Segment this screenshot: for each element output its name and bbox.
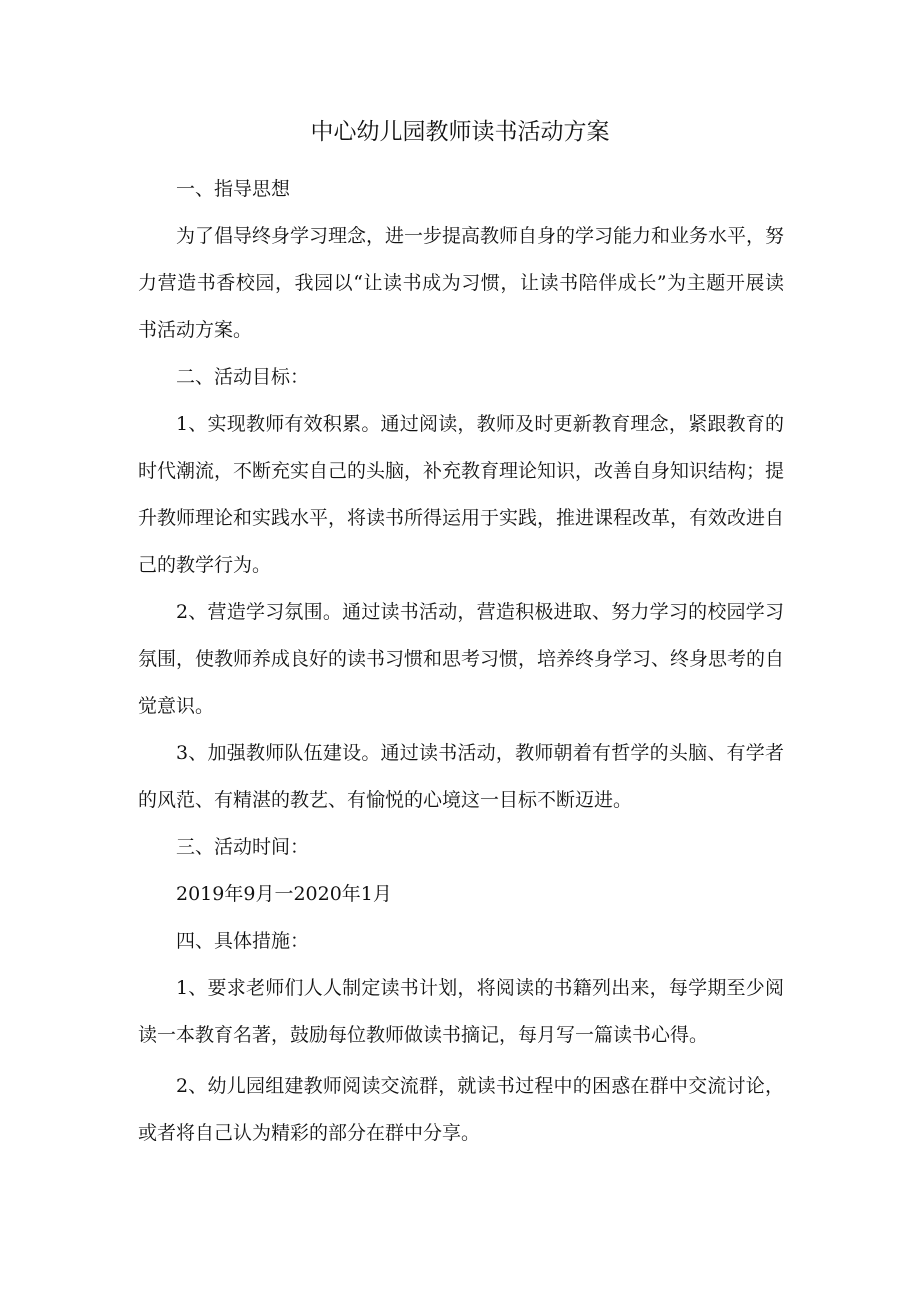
paragraph-guiding-ideology: 为了倡导终身学习理念，进一步提高教师自身的学习能力和业务水平，努力营造书香校园，我园以“让读书成为习惯，让读书陪伴成长”为主题开展读书活动方案。 <box>138 225 785 341</box>
section-heading-activity-goals: 二、活动目标： <box>176 366 310 388</box>
paragraph-goal-2: 2、营造学习氛围。通过读书活动，营造积极进取、努力学习的校园学习氛围，使教师养成良好的读书习惯和思考习惯，培养终身学习、终身思考的自觉意识。 <box>138 601 785 717</box>
section-heading-activity-time: 三、活动时间： <box>176 836 310 858</box>
paragraph-activity-time: 2019年9月一2020年1月 <box>176 883 392 905</box>
document-title: 中心幼儿园教师读书活动方案 <box>310 119 610 145</box>
document-body <box>138 166 784 1157</box>
paragraph-goal-3: 3、加强教师队伍建设。通过读书活动，教师朝着有哲学的头脑、有学者的风范、有精湛的教艺、有愉悦的心境这一目标不断迈进。 <box>138 742 784 811</box>
paragraph-measure-1: 1、要求老师们人人制定读书计划，将阅读的书籍列出来，每学期至少阅读一本教育名著，鼓励每位教师做读书摘记，每月写一篇读书心得。 <box>138 977 784 1046</box>
paragraph-measure-2: 2、幼儿园组建教师阅读交流群，就读书过程中的困惑在群中交流讨论，或者将自己认为精彩的部分在群中分享。 <box>138 1075 784 1144</box>
paragraph-goal-1: 1、实现教师有效积累。通过阅读，教师及时更新教育理念，紧跟教育的时代潮流，不断充实自己的头脑，补充教育理论知识，改善自身知识结构；提升教师理论和实践水平，将读书所得运用于实践，推进课程改革，有效改进自己的教学行为。 <box>138 413 785 576</box>
section-heading-measures: 四、具体措施： <box>176 930 310 952</box>
section-heading-guiding-ideology: 一、指导思想 <box>176 178 291 200</box>
